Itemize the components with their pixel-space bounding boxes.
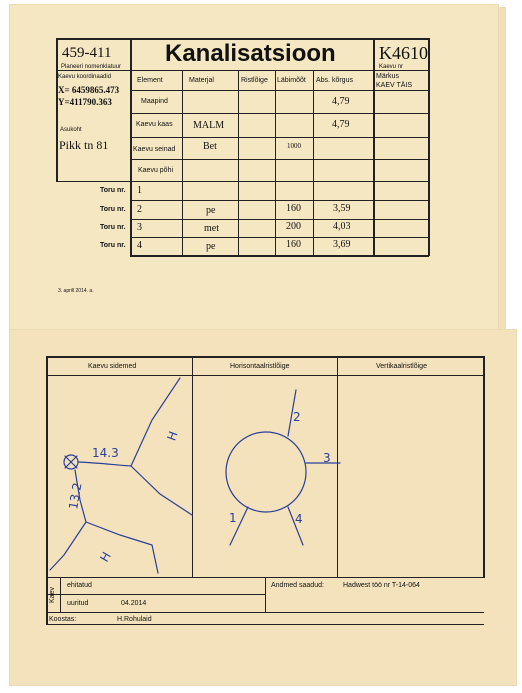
row-element: Kaevu seinad xyxy=(133,146,176,153)
row-element: Kaevu põhi xyxy=(138,167,174,174)
row-height: 4,79 xyxy=(332,119,350,130)
measured-value: 04.2014 xyxy=(121,600,147,607)
row-material: MALM xyxy=(193,120,225,131)
pipe-height: 3,69 xyxy=(333,239,351,250)
address-label: Asukoht xyxy=(60,127,82,133)
row-element: Maapind xyxy=(141,98,168,105)
pipe-number: 1 xyxy=(137,185,142,196)
pipe-label-3: 3 xyxy=(323,451,331,465)
section-connections: Kaevu sidemed xyxy=(88,363,137,370)
date-text: 3. aprill 2014. a. xyxy=(58,288,94,294)
pipe-material: pe xyxy=(206,205,216,216)
coordinate-x: X= 6459865.473 xyxy=(58,85,120,95)
pipe-material: pe xyxy=(206,241,216,252)
section-horizontal: Horisontaalristlõige xyxy=(230,363,290,370)
built-label: ehitatud xyxy=(67,582,92,589)
footer-side-label: Kaev xyxy=(49,587,56,603)
section-vertical: Vertikaalristlõige xyxy=(376,363,427,370)
col-element: Element xyxy=(137,77,163,84)
remarks-label: Märkus xyxy=(376,73,399,80)
sketch-marker-a: H xyxy=(164,429,181,443)
plan-number: 459-411 xyxy=(62,45,112,61)
address-value: Pikk tn 81 xyxy=(59,138,109,152)
source-label: Andmed saadud: xyxy=(271,582,324,589)
pipe-height: 4,03 xyxy=(333,221,351,232)
pipe-diameter: 200 xyxy=(286,221,301,232)
pipe-number: 2 xyxy=(137,204,142,215)
row-element: Kaevu kaas xyxy=(136,121,173,128)
col-height: Abs. kõrgus xyxy=(316,77,353,84)
pipe-number: 3 xyxy=(137,222,142,233)
pipe-diameter: 160 xyxy=(286,239,301,250)
col-diameter: Läbimõõt xyxy=(277,77,306,84)
row-height: 4,79 xyxy=(332,96,350,107)
col-cross: Ristlõige xyxy=(241,77,268,84)
pipe-number: 4 xyxy=(137,240,142,251)
coordinate-y: Y=411790.363 xyxy=(58,97,112,107)
pipe-material: met xyxy=(204,223,219,234)
well-number: K4610 xyxy=(379,43,428,63)
author-label: Koostas: xyxy=(49,616,77,623)
pipe-height: 3,59 xyxy=(333,203,351,214)
col-material: Materjal xyxy=(189,77,214,84)
measured-label: uuritud xyxy=(67,600,89,607)
coordinates-label: Kaevu koordinaadid xyxy=(58,74,112,80)
sketch-marker-b: H xyxy=(97,549,114,565)
source-value: Hadwest töö nr T-14-064 xyxy=(343,582,420,589)
pipe-label: Toru nr. xyxy=(100,206,126,213)
well-number-label: Kaevu nr xyxy=(379,64,404,70)
pipe-label: Toru nr. xyxy=(100,224,126,231)
row-material: Bet xyxy=(203,141,217,152)
pipe-label: Toru nr. xyxy=(100,242,126,249)
sketch-length-b: 13.2 xyxy=(66,481,85,511)
page-title: Kanalisatsioon xyxy=(165,40,336,67)
row-diameter: 1000 xyxy=(287,142,301,150)
author-value: H.Rohulaid xyxy=(117,616,152,623)
plan-number-label: Planeeri nomenklatuur xyxy=(61,64,122,70)
remarks-value: KAEV TÄIS xyxy=(376,82,413,89)
pipe-label-2: 2 xyxy=(293,410,301,424)
pipe-label-1: 1 xyxy=(229,511,237,525)
pipe-label: Toru nr. xyxy=(100,187,126,194)
sketch-length-a: 14.3 xyxy=(92,446,119,460)
pipe-diameter: 160 xyxy=(286,203,301,214)
pipe-label-4: 4 xyxy=(295,512,303,526)
